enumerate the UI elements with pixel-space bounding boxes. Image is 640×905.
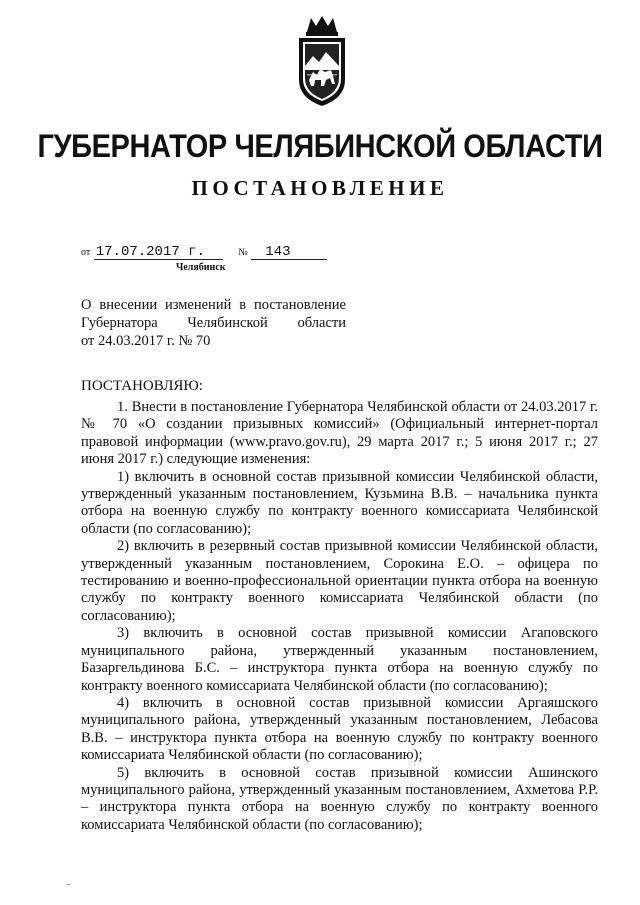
subject-line-3: от 24.03.2017 г. № 70 xyxy=(81,333,211,349)
decree-date: 17.07.2017 г. xyxy=(94,245,223,260)
registration-line xyxy=(81,244,327,260)
city-label: Челябинск xyxy=(176,262,226,273)
number-prefix: № xyxy=(238,247,248,258)
paragraph: 3) включить в основной состав призывной комиссии Агаповского муниципального района, утвержденный указанным постановлением, Базаргельдинова Б.С. – инструктора пункта отбора на военную службу по контракту военного комиссариата Челябинской области (по согласованию); xyxy=(81,625,598,694)
paragraph: 1. Внести в постановление Губернатора Челябинской области от 24.03.2017 г. № 70 «О создании призывных комиссий» (Официальный интернет-портал правовой информации (www.pravo.gov.ru), 29 марта 2017 г.; 5 июня 2017 г.; 27 июня 2017 г.) следующие изменения: xyxy=(81,399,598,468)
coat-of-arms-icon xyxy=(293,14,351,108)
decree-body xyxy=(81,399,598,834)
paragraph: 4) включить в основной состав призывной комиссии Аргаяшского муниципального района, утвержденный указанным постановлением, Лебасова В.В. – инструктора пункта отбора на военную службу по контракту военного комиссариата Челябинской области (по согласованию); xyxy=(81,694,598,764)
scan-mark xyxy=(67,884,70,885)
decree-heading: ПОСТАНОВЛЕНИЕ xyxy=(191,176,449,200)
decree-number: 143 xyxy=(251,245,327,260)
resolve-word: ПОСТАНОВЛЯЮ: xyxy=(81,378,203,394)
paragraph: 5) включить в основной состав призывной комиссии Ашинского муниципального района, утвержденный указанным постановлением, Ахметова Р.Р. – инструктора пункта отбора на военную службу по контракту военного комиссариата Челябинской области (по согласованию); xyxy=(81,764,598,833)
subject-line-1: О внесении изменений в постановление xyxy=(81,297,346,313)
governor-heading: ГУБЕРНАТОР ЧЕЛЯБИНСКОЙ ОБЛАСТИ xyxy=(37,129,603,165)
paragraph: 1) включить в основной состав призывной комиссии Челябинской области, утвержденный указанным постановлением, Кузьмина В.В. – начальника пункта отбора на военную службу по контракту военного комиссариата Челябинской области (по согласованию); xyxy=(81,468,598,537)
date-prefix: от xyxy=(81,247,91,258)
decree-subject xyxy=(81,296,346,350)
paragraph: 2) включить в резервный состав призывной комиссии Челябинской области, утвержденный указанным постановлением, Сорокина Е.О. – офицера по тестированию и военно-профессиональной ориентации пункта отбора на военную службу по контракту военного комиссариата Челябинской области (по согласованию); xyxy=(81,538,598,624)
subject-line-2: Губернатора Челябинской области xyxy=(81,315,346,331)
